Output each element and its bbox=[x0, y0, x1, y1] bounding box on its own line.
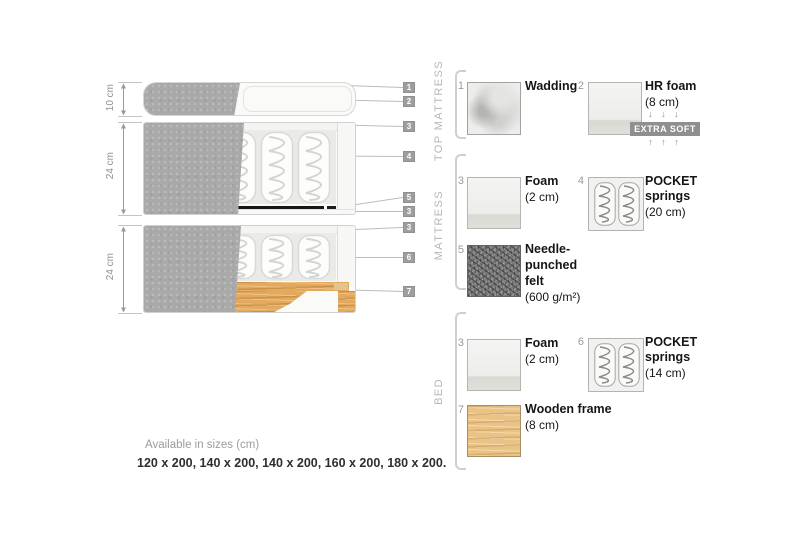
legend-size-foam-bed: (2 cm) bbox=[525, 352, 559, 366]
legend-num-felt: 5 bbox=[457, 244, 464, 256]
mattress-casing-right bbox=[337, 123, 356, 215]
section-title-top-mattress: TOP MATTRESS bbox=[433, 60, 445, 162]
legend-num-wooden-frame: 7 bbox=[457, 404, 464, 416]
wooden-frame-slat bbox=[231, 282, 349, 291]
top-mattress-cross-section bbox=[143, 82, 356, 116]
legend-size-pocket-14: (14 cm) bbox=[645, 366, 686, 380]
legend-num-wadding: 1 bbox=[457, 80, 464, 92]
top-mattress-fabric-cover bbox=[144, 83, 244, 116]
legend-label-pocket-20-line2: springs bbox=[645, 189, 691, 203]
wooden-frame-left-piece bbox=[231, 291, 307, 313]
legend-label-pocket-14-line1: POCKET bbox=[645, 335, 698, 349]
mattress-cross-section bbox=[143, 122, 356, 215]
legend-size-hr-foam: (8 cm) bbox=[645, 95, 679, 109]
legend-label-wadding: Wadding bbox=[525, 79, 578, 93]
wooden-frame-leg bbox=[338, 291, 356, 313]
legend-num-pocket-14: 6 bbox=[577, 336, 584, 348]
legend-size-foam-mattress: (2 cm) bbox=[525, 190, 559, 204]
needle-punched-felt-swatch bbox=[467, 245, 521, 297]
legend-size-pocket-20: (20 cm) bbox=[645, 205, 686, 219]
legend-num-pocket-20: 4 bbox=[577, 175, 584, 187]
foam-mattress-swatch bbox=[467, 177, 521, 229]
available-sizes-list: 120 x 200, 140 x 200, 140 x 200, 160 x 200, 180 x 200. bbox=[137, 456, 447, 470]
extra-soft-badge: EXTRA SOFT bbox=[630, 122, 700, 136]
legend-size-felt: (600 g/m²) bbox=[525, 290, 581, 304]
mattress-fabric-cover bbox=[144, 123, 248, 215]
callout-badge-1: 1 bbox=[403, 82, 415, 93]
wadding-swatch bbox=[467, 82, 521, 135]
legend-label-hr-foam: HR foam bbox=[645, 79, 697, 93]
legend-label-wooden-frame: Wooden frame bbox=[525, 402, 612, 416]
bed-cross-section bbox=[143, 225, 356, 313]
callout-badge-4: 4 bbox=[403, 151, 415, 162]
legend-label-felt-line1: Needle- bbox=[525, 242, 571, 256]
dimension-label-top-mattress: 10 cm bbox=[105, 84, 116, 112]
legend-num-foam-bed: 3 bbox=[457, 337, 464, 349]
wooden-frame-swatch bbox=[467, 405, 521, 457]
legend-label-felt-line3: felt bbox=[525, 274, 544, 288]
arrows-down-icon: ↓ ↓ ↓ bbox=[648, 109, 682, 119]
section-title-mattress: MATTRESS bbox=[433, 190, 445, 261]
top-mattress-seam bbox=[243, 86, 352, 112]
bed-casing-right bbox=[337, 226, 356, 282]
pocket-springs-14-swatch bbox=[588, 338, 644, 392]
legend-num-foam-mattress: 3 bbox=[457, 175, 464, 187]
callout-badge-3b: 3 bbox=[403, 206, 415, 217]
dimension-label-bed: 24 cm bbox=[105, 253, 116, 281]
callout-badge-3c: 3 bbox=[403, 222, 415, 233]
callout-badge-2: 2 bbox=[403, 96, 415, 107]
legend-label-foam-mattress: Foam bbox=[525, 174, 559, 188]
callout-badge-3a: 3 bbox=[403, 121, 415, 132]
legend-size-wooden-frame: (8 cm) bbox=[525, 418, 559, 432]
section-title-bed: BED bbox=[433, 378, 445, 405]
legend-label-pocket-20-line1: POCKET bbox=[645, 174, 698, 188]
foam-bed-swatch bbox=[467, 339, 521, 391]
bracket-bed bbox=[455, 312, 466, 470]
available-sizes-title: Available in sizes (cm) bbox=[145, 439, 260, 451]
bed-fabric-cover bbox=[144, 226, 244, 313]
dimension-label-mattress: 24 cm bbox=[105, 152, 116, 180]
arrows-up-icon: ↑ ↑ ↑ bbox=[648, 137, 682, 147]
legend-num-hr-foam: 2 bbox=[577, 80, 584, 92]
wooden-frame-slat-notch bbox=[334, 283, 348, 290]
extra-soft-block bbox=[627, 109, 703, 147]
legend-label-foam-bed: Foam bbox=[525, 336, 559, 350]
callout-badge-7: 7 bbox=[403, 286, 415, 297]
callout-badge-6: 6 bbox=[403, 252, 415, 263]
callout-badge-5: 5 bbox=[403, 192, 415, 203]
legend-label-pocket-14-line2: springs bbox=[645, 350, 691, 364]
pocket-springs-20-swatch bbox=[588, 177, 644, 231]
legend-label-felt-line2: punched bbox=[525, 258, 578, 272]
